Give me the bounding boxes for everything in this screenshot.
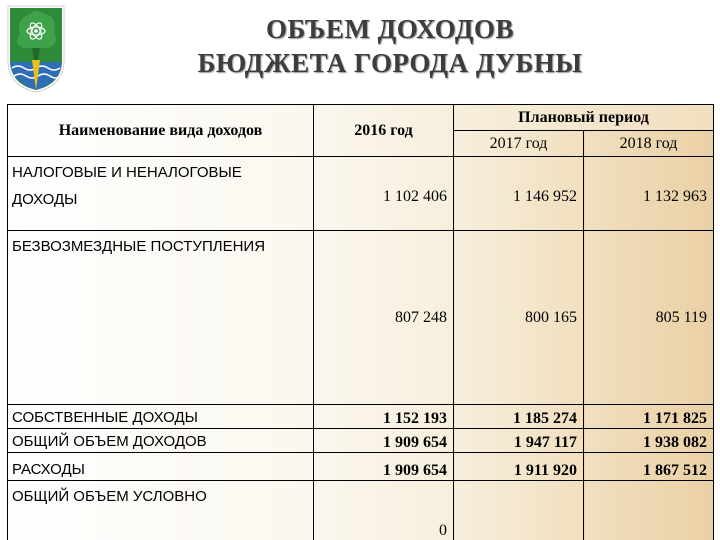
header-2016: 2016 год <box>314 105 454 157</box>
row-value-2018: 1 171 825 <box>584 405 714 429</box>
title-line-2: БЮДЖЕТА ГОРОДА ДУБНЫ <box>197 48 583 78</box>
page-title <box>70 12 710 80</box>
row-value-2017: 1 911 920 <box>454 453 584 481</box>
row-value-2018: 1 132 963 <box>584 157 714 231</box>
revenue-table <box>7 104 714 540</box>
dubna-coat-of-arms-icon <box>6 4 66 94</box>
title-line-1: ОБЪЕМ ДОХОДОВ <box>265 14 515 44</box>
row-value-2018: 1 867 512 <box>584 453 714 481</box>
row-name: БЕЗВОЗМЕЗДНЫЕ ПОСТУПЛЕНИЯ <box>8 231 314 405</box>
row-value-2016: 807 248 <box>314 231 454 405</box>
header-2018: 2018 год <box>584 131 714 157</box>
row-name: ОБЩИЙ ОБЪЕМ ДОХОДОВ <box>8 429 314 453</box>
table-row <box>8 481 714 540</box>
row-value-2017: 1 947 117 <box>454 429 584 453</box>
row-value-2018: 805 119 <box>584 231 714 405</box>
row-value-2017: 1 185 274 <box>454 405 584 429</box>
row-value-2017 <box>454 481 584 540</box>
row-value-2017: 1 146 952 <box>454 157 584 231</box>
table-row <box>8 231 714 405</box>
table-header-row <box>8 105 714 131</box>
revenue-table-container <box>0 104 720 540</box>
row-name: РАСХОДЫ <box>8 453 314 481</box>
row-value-2016: 1 152 193 <box>314 405 454 429</box>
row-value-2016: 0 <box>314 481 454 540</box>
table-row <box>8 453 714 481</box>
row-value-2016: 1 909 654 <box>314 453 454 481</box>
header-name: Наименование вида доходов <box>8 105 314 157</box>
table-row <box>8 405 714 429</box>
row-value-2018: 1 938 082 <box>584 429 714 453</box>
slide-header <box>0 0 720 104</box>
row-value-2016: 1 102 406 <box>314 157 454 231</box>
header-plan-period: Плановый период <box>454 105 714 131</box>
row-value-2018 <box>584 481 714 540</box>
header-2017: 2017 год <box>454 131 584 157</box>
row-name: НАЛОГОВЫЕ И НЕНАЛОГОВЫЕ ДОХОДЫ <box>8 157 314 231</box>
row-value-2016: 1 909 654 <box>314 429 454 453</box>
table-row <box>8 429 714 453</box>
table-row <box>8 157 714 231</box>
row-name: СОБСТВЕННЫЕ ДОХОДЫ <box>8 405 314 429</box>
row-name: ОБЩИЙ ОБЪЕМ УСЛОВНО <box>8 481 314 540</box>
row-value-2017: 800 165 <box>454 231 584 405</box>
